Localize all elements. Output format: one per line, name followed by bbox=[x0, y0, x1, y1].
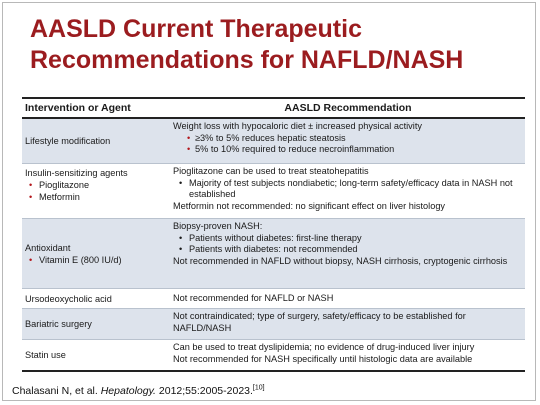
rec-text: Metformin not recommended: no significant effect on liver histology bbox=[173, 200, 446, 211]
agent-cell bbox=[22, 219, 168, 288]
title-line-1: AASLD Current Therapeutic bbox=[30, 15, 362, 43]
rec-text: Not recommended for NASH specifically until histologic data are available bbox=[173, 353, 473, 364]
header-recommendation: AASLD Recommendation bbox=[284, 102, 412, 114]
slide-title bbox=[30, 14, 530, 76]
table-row bbox=[22, 289, 525, 309]
agent-item: • Pioglitazone bbox=[25, 179, 168, 191]
rec-text: Pioglitazone can be used to treat steatohepatitis bbox=[173, 166, 369, 176]
agent-cell: Ursodeoxycholic acid bbox=[25, 293, 112, 304]
rec-bullet: • Patients without diabetes: first-line therapy bbox=[173, 233, 525, 245]
recommendation-cell bbox=[168, 289, 525, 308]
rec-bullet: • Majority of test subjects nondiabetic; long-term safety/efficacy data in NASH not established bbox=[173, 178, 525, 201]
rec-text: Can be used to treat dyslipidemia; no evidence of drug-induced liver injury bbox=[173, 342, 475, 352]
citation bbox=[12, 385, 265, 397]
agent-label: Antioxidant bbox=[25, 242, 71, 253]
recommendation-cell bbox=[168, 119, 525, 163]
table-row bbox=[22, 164, 525, 219]
agent-item: • Metformin bbox=[25, 191, 168, 203]
citation-journal: Hepatology. bbox=[100, 385, 156, 397]
title-line-2: Recommendations for NAFLD/NASH bbox=[30, 46, 464, 74]
rec-text: Biopsy-proven NASH: bbox=[173, 221, 263, 231]
agent-cell: Bariatric surgery bbox=[25, 319, 92, 329]
rec-bullet: • Patients with diabetes: not recommended bbox=[173, 244, 525, 256]
table-row bbox=[22, 119, 525, 164]
agent-label: Insulin-sensitizing agents bbox=[25, 168, 128, 178]
rec-bullet: • ≥3% to 5% reduces hepatic steatosis bbox=[173, 133, 525, 145]
rec-text: Not recommended in NAFLD without biopsy, NASH cirrhosis, cryptogenic cirrhosis bbox=[173, 255, 508, 266]
table-header bbox=[22, 97, 525, 119]
agent-cell: Statin use bbox=[25, 350, 66, 360]
rec-text: Not contraindicated; type of surgery, safety/efficacy to be established for NAFLD/NASH bbox=[173, 311, 466, 333]
recommendation-cell bbox=[168, 340, 525, 370]
header-intervention: Intervention or Agent bbox=[25, 102, 131, 114]
agent-cell bbox=[22, 164, 168, 218]
table-row bbox=[22, 340, 525, 372]
recommendations-table bbox=[22, 97, 525, 372]
slide bbox=[2, 2, 536, 401]
agent-cell: Lifestyle modification bbox=[25, 136, 111, 146]
table-row bbox=[22, 219, 525, 289]
rec-text: Weight loss with hypocaloric diet ± increased physical activity bbox=[173, 121, 422, 131]
citation-authors: Chalasani N, et al. bbox=[12, 385, 98, 397]
agent-item: • Vitamin E (800 IU/d) bbox=[25, 254, 168, 266]
recommendation-cell bbox=[168, 219, 525, 288]
rec-bullet: • 5% to 10% required to reduce necroinflammation bbox=[173, 144, 525, 156]
citation-ref: [10] bbox=[252, 384, 265, 392]
citation-details: 2012;55:2005-2023. bbox=[158, 385, 253, 397]
recommendation-cell bbox=[168, 164, 525, 218]
rec-text: Not recommended for NAFLD or NASH bbox=[173, 292, 334, 303]
table-row bbox=[22, 309, 525, 340]
recommendation-cell bbox=[168, 309, 525, 339]
